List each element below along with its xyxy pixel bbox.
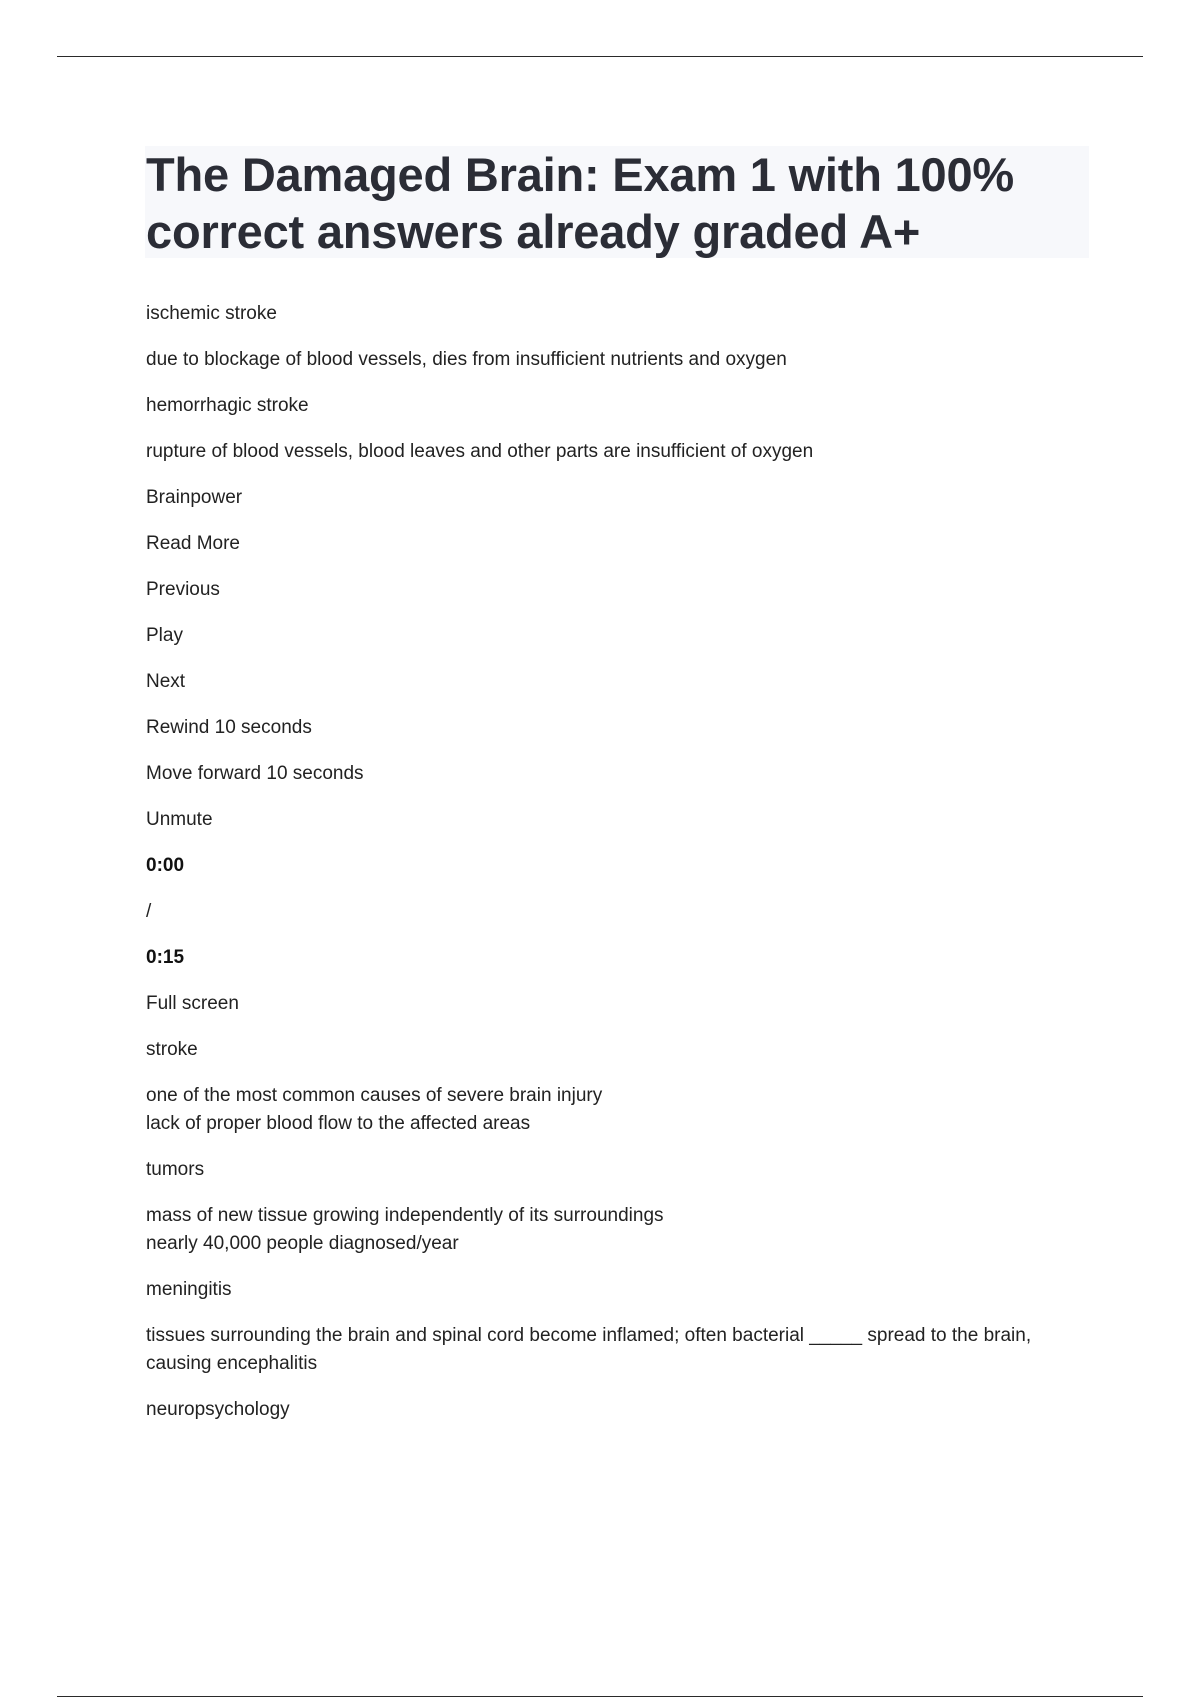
time-separator-text: / [146, 901, 152, 922]
term-neuropsychology: neuropsychology [146, 1399, 290, 1420]
definition-tumors-line-2: nearly 40,000 people diagnosed/year [146, 1233, 459, 1254]
page-title: The Damaged Brain: Exam 1 with 100% correct answers already graded A+ [146, 148, 1015, 258]
next-text: Next [146, 671, 186, 692]
definition-ischemic-stroke: due to blockage of blood vessels, dies from insufficient nutrients and oxygen [146, 349, 787, 370]
term-hemorrhagic-stroke: hemorrhagic stroke [146, 395, 309, 416]
term-stroke: stroke [146, 1039, 198, 1060]
flashcard-list [146, 300, 1076, 1442]
unmute-text: Unmute [146, 809, 213, 830]
definition-stroke-line-2: lack of proper blood flow to the affected areas [146, 1113, 531, 1134]
duration-text: 0:15 [146, 947, 185, 968]
definition-meningitis: tissues surrounding the brain and spinal cord become inflamed; often bacterial _____ spread to the brain, causing encephalitis [146, 1325, 1032, 1374]
current-time-text: 0:00 [146, 855, 185, 876]
definition-tumors-line-1: mass of new tissue growing independently of its surroundings [146, 1205, 664, 1226]
header-rule [57, 56, 1143, 57]
definition-hemorrhagic-stroke: rupture of blood vessels, blood leaves and other parts are insufficient of oxygen [146, 441, 814, 462]
term-tumors: tumors [146, 1159, 205, 1180]
term-meningitis: meningitis [146, 1279, 232, 1300]
read-more-text: Read More [146, 533, 240, 554]
forward-text: Move forward 10 seconds [146, 763, 364, 784]
definition-stroke [146, 1082, 1076, 1138]
rewind-text: Rewind 10 seconds [146, 717, 312, 738]
term-ischemic-stroke: ischemic stroke [146, 303, 277, 324]
definition-stroke-line-1: one of the most common causes of severe brain injury [146, 1085, 603, 1106]
brainpower-text: Brainpower [146, 487, 243, 508]
play-text: Play [146, 625, 183, 646]
footer-rule [57, 1696, 1143, 1697]
title-banner [145, 146, 1089, 258]
previous-text: Previous [146, 579, 220, 600]
definition-tumors [146, 1202, 1076, 1258]
full-screen-text: Full screen [146, 993, 239, 1014]
